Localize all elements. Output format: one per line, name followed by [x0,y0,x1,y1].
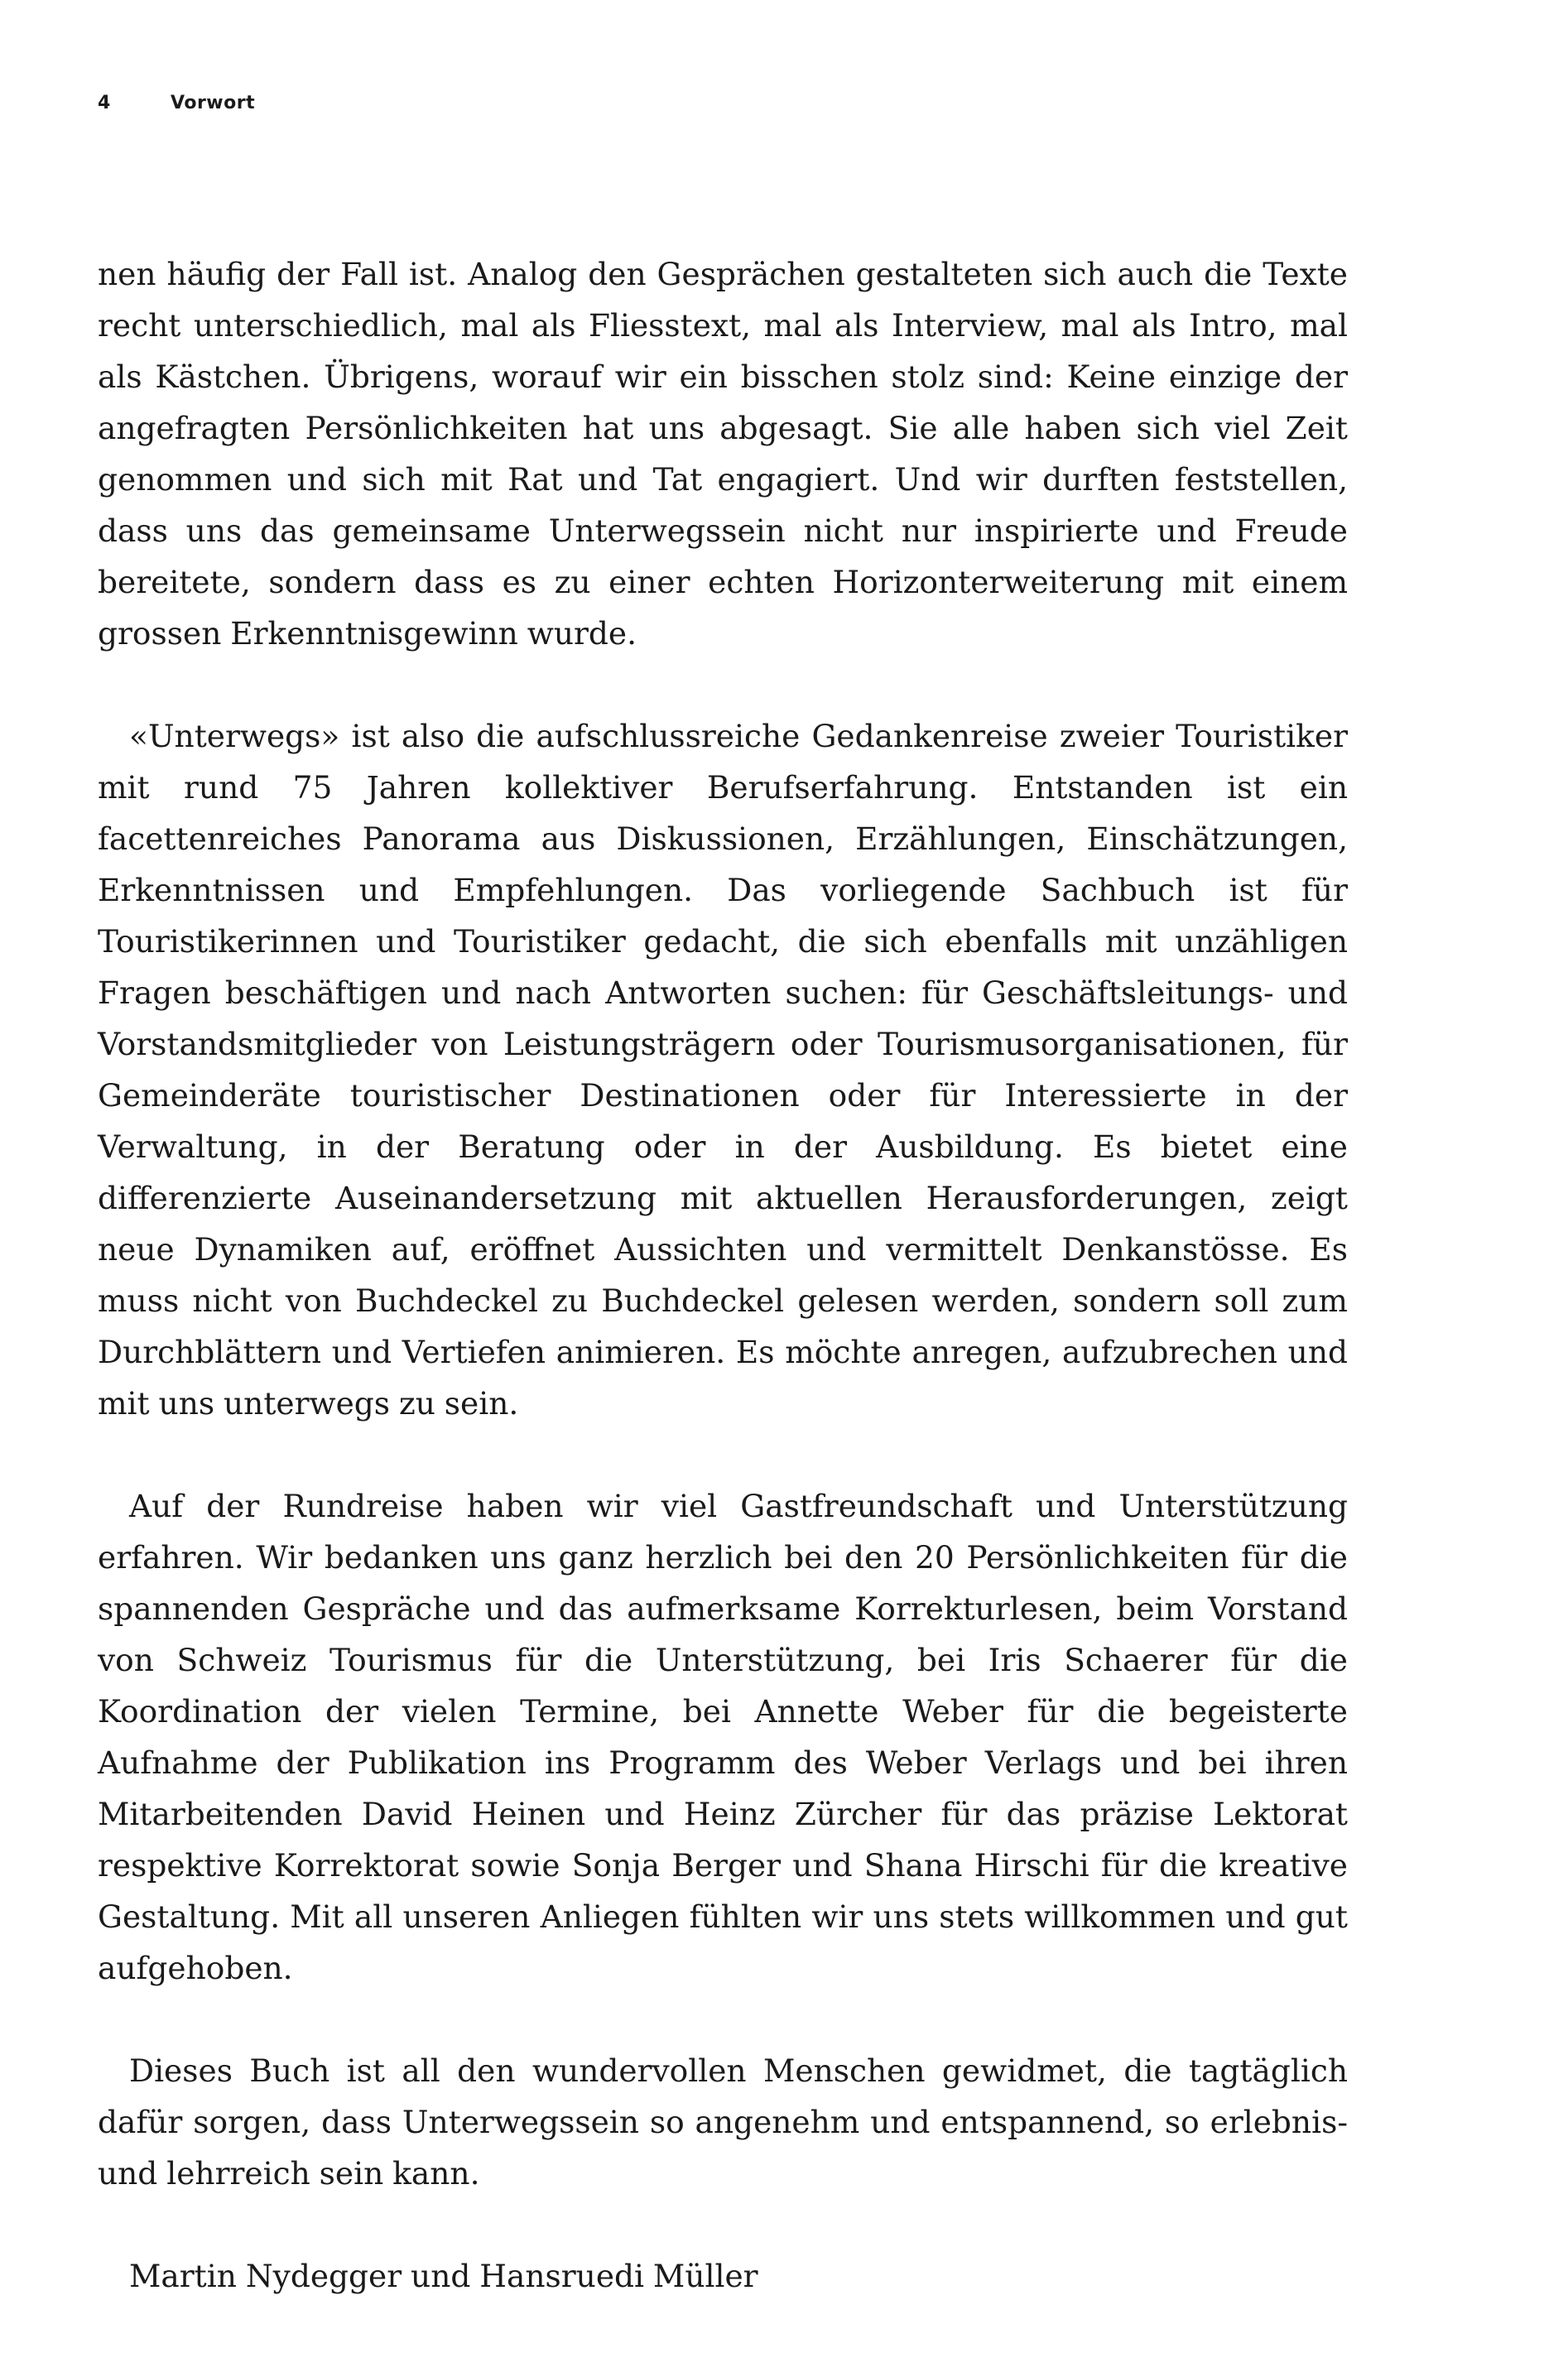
author-signature: Martin Nydegger und Hansruedi Müller [129,2258,758,2294]
paragraph-dedication: Dieses Buch ist all den wundervollen Menschen gewidmet, die tagtäglich dafür sorgen, dass Unterwegssein so angenehm und entspannend, so erlebnis- und lehrreich sein kann. [98,2052,1348,2192]
paragraph-continuation: nen häufig der Fall ist. Analog den Gesprächen gestalteten sich auch die Texte recht unterschiedlich, mal als Fliesstext, mal als Interview, mal als Intro, mal als Kästchen. Übrigens, worauf wir ein bisschen stolz sind: Keine einzige der angefragten Persönlichkeiten hat uns abgesagt. Sie alle haben sich viel Zeit genommen und sich mit Rat und Tat engagiert. Und wir durften feststellen, dass uns das gemeinsame Unterwegssein nicht nur inspirierte und Freude bereitete, sondern dass es zu einer echten Horizonterweiterung mit einem grossen Erkenntnisgewinn wurde. [98,256,1348,652]
page-header [98,93,255,113]
paragraph-acknowledgements: Auf der Rundreise haben wir viel Gastfreundschaft und Unterstützung erfahren. Wir bedanken uns ganz herzlich bei den 20 Persönlichkeiten für die spannenden Gespräche und das aufmerksame Korrekturlesen, beim Vorstand von Schweiz Tourismus für die Unterstützung, bei Iris Schaerer für die Koordination der vielen Termine, bei Annette Weber für die begeisterte Aufnahme der Publikation ins Programm des Weber Verlags und bei ihren Mitarbeitenden David Heinen und Heinz Zürcher für das präzise Lektorat respektive Korrektorat sowie Sonja Berger und Shana Hirschi für die kreative Gestaltung. Mit all unseren Anliegen fühlten wir uns stets willkommen und gut aufgehoben. [98,1488,1348,1986]
page-number: 4 [98,93,111,113]
body-text [98,248,1348,2353]
section-title: Vorwort [171,93,256,113]
paragraph-book-description: «Unterwegs» ist also die aufschlussreiche Gedankenreise zweier Touristiker mit rund 75 Jahren kollektiver Berufserfahrung. Entstanden ist ein facettenreiches Panorama aus Diskussionen, Erzählungen, Einschätzungen, Erkenntnissen und Empfehlungen. Das vorliegende Sachbuch ist für Touristikerinnen und Touristiker gedacht, die sich ebenfalls mit unzähligen Fragen beschäftigen und nach Antworten suchen: für Geschäftsleitungs- und Vorstandsmitglieder von Leistungsträgern oder Tourismusorganisationen, für Gemeinderäte touristischer Destinationen oder für Interessierte in der Verwaltung, in der Beratung oder in der Ausbildung. Es bietet eine differenzierte Auseinandersetzung mit aktuellen Herausforderungen, zeigt neue Dynamiken auf, eröffnet Aussichten und vermittelt Denkanstösse. Es muss nicht von Buchdeckel zu Buchdeckel gelesen werden, sondern soll zum Durchblättern und Vertiefen animieren. Es möchte anregen, aufzubrechen und mit uns unterwegs zu sein. [98,718,1348,1422]
